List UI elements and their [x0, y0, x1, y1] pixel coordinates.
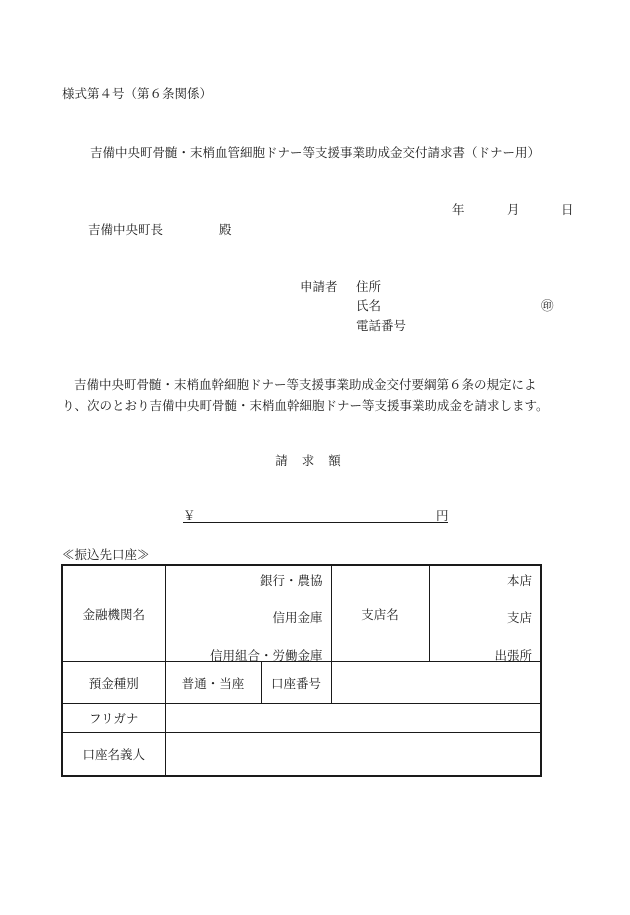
branch-cell[interactable] [429, 565, 541, 662]
institution-type-bank[interactable]: 銀行・農協 [259, 573, 323, 588]
account-heading: ≪振込先口座≫ [62, 547, 150, 562]
yen-unit: 円 [436, 508, 449, 523]
branch-type-main[interactable]: 本店 [506, 573, 532, 588]
deposit-type-value[interactable]: 普通・当座 [165, 662, 261, 704]
applicant-name-label[interactable]: 氏名 [356, 298, 382, 313]
applicant-phone-label[interactable]: 電話番号 [356, 318, 407, 333]
date-year-label: 年 [452, 202, 465, 217]
document-title: 吉備中央町骨髄・末梢血管細胞ドナー等支援事業助成金交付請求書（ドナー用） [89, 145, 540, 160]
applicant-label: 申請者 [300, 279, 338, 294]
branch-label: 支店名 [331, 565, 429, 662]
date-month-label: 月 [507, 202, 520, 217]
request-body-text: 吉備中央町骨髄・末梢血幹細胞ドナー等支援事業助成金交付要綱第６条の規定により、次のとおり吉備中央町骨髄・末梢血幹細胞ドナー等支援事業助成金を請求します。 [62, 377, 549, 413]
institution-type-kumiai[interactable]: 信用組合・労働金庫 [209, 648, 323, 663]
deposit-type-label: 預金種別 [62, 662, 165, 704]
form-number: 様式第４号（第６条関係） [62, 86, 213, 101]
institution-label: 金融機関名 [62, 565, 165, 662]
institution-type-shinkin[interactable]: 信用金庫 [272, 610, 323, 625]
addressee-name: 吉備中央町長 [88, 222, 164, 237]
institution-cell[interactable] [165, 565, 331, 662]
account-holder-field[interactable] [165, 733, 541, 776]
account-number-field[interactable] [331, 662, 541, 704]
furigana-label: フリガナ [62, 704, 165, 733]
furigana-field[interactable] [165, 704, 541, 733]
bank-account-table [61, 564, 542, 777]
yen-mark: ￥ [183, 508, 196, 523]
account-number-label: 口座番号 [261, 662, 331, 704]
branch-type-office[interactable]: 出張所 [494, 648, 532, 663]
amount-input-line[interactable] [183, 522, 448, 523]
account-holder-label: 口座名義人 [62, 733, 165, 776]
amount-heading: 請求額 [275, 453, 355, 468]
addressee-honorific: 殿 [219, 222, 232, 237]
seal-mark: ㊞ [541, 298, 554, 313]
branch-type-branch[interactable]: 支店 [506, 610, 532, 625]
date-day-label: 日 [561, 202, 574, 217]
applicant-address-label[interactable]: 住所 [356, 279, 382, 294]
